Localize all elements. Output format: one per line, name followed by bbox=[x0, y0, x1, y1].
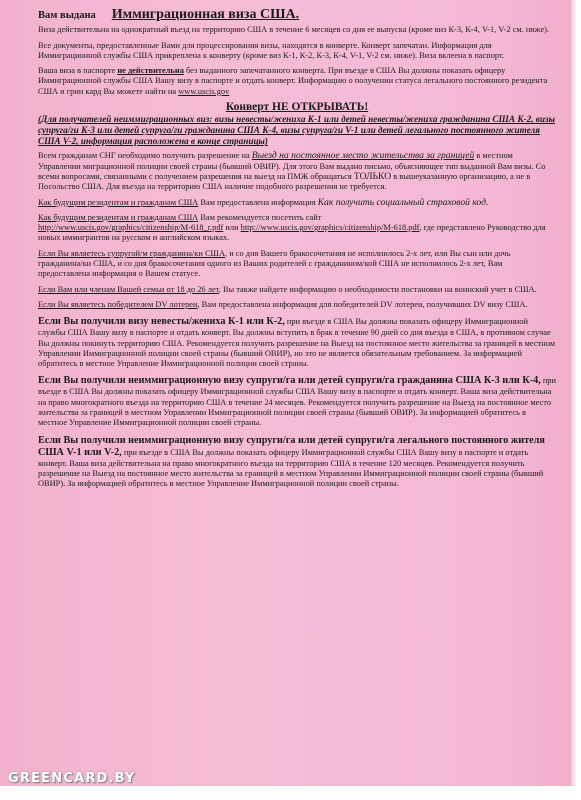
scan-edge-right bbox=[571, 0, 581, 800]
ssn-paragraph bbox=[38, 198, 556, 208]
section-k1-k2 bbox=[38, 316, 556, 369]
section-heading: Если Вы получили визу невесты/жениха К-1 или К-2, bbox=[38, 316, 285, 328]
section-v1-v2 bbox=[38, 435, 556, 490]
text-span: , Вы также найдете информацию о необходимости постановки на воинский учет в США. bbox=[218, 284, 537, 294]
section-text: при въезде в США Вы должны показать офицеру Иммиграционной службы США Вашу визу в паспорте и отдать конверт. Ваша виза действительна на право многократного въезда на территорию США в течение 24 месяцев. Рекомендуется получить разрешение на Выезд на постоянное место жительства за границей в местном Управлении Иммиграционной полиции своей страны (бывший ОВИР). За информацией обратитесь в местное Управление Иммиграционной полиции своей страны. bbox=[38, 376, 556, 428]
document-body bbox=[38, 7, 556, 490]
guide-link-en[interactable]: http://www.uscis.gov/graphics/citizenship/M-618.pdf bbox=[240, 223, 420, 233]
text-span: Как будущим резидентам и гражданам США bbox=[38, 212, 199, 222]
section-heading: Если Вы получили неиммиграционную визу супруги/га или детей супруги/га гражданина США К-3 или К-4, bbox=[38, 375, 541, 387]
section-heading: Если Вы получили неиммиграционную визу супруги/га или детей супруги/га легального постоянного жителя США V-1 или V-2, bbox=[38, 434, 545, 458]
text-span: Если Вы являетесь супругой/м гражданина/ки США bbox=[38, 248, 226, 258]
nonimmigrant-note: (Для получателей неиммиграционных виз: визы невесты/жениха К-1 или детей невесты/жениха гражданина США К-2, визы супруга/ги К-3 или детей супруга/ги гражданина США К-4, визы супруга/ги V-1 или детей легального постоянного жителя США V-2, информация расположена в конце страницы) bbox=[38, 114, 555, 147]
document-title: Иммиграционная виза США. bbox=[111, 7, 300, 22]
text-span: Если Вы являетесь победителем DV лотереи bbox=[38, 299, 198, 309]
site-watermark: GREENCARD.BY bbox=[8, 771, 136, 786]
documents-paragraph: Все документы, предоставленные Вами для процессирования визы, находятся в конверте. Конверт запечатан. Информация для Иммиграционной службы США прикреплена к конверту (кроме виз К-1, К-2, К-3, К-4, V-1, V-2 см. ниже). Виза вклеена в паспорт. bbox=[38, 40, 505, 60]
guide-paragraph bbox=[38, 213, 556, 244]
uscis-link[interactable]: www.uscis.gov bbox=[178, 86, 230, 96]
exit-permit-paragraph bbox=[38, 151, 556, 192]
text-span: , и со дня Вашего бракосочетания не исполнилось 2-х лет, или Вы сын или дочь гражданина/ки США, и со дня бракосочетания одного из Ваших родителей с гражданином/кой США не исполнилось 2-х лет, Вам предоставлена информация о Вашем статусе. bbox=[38, 248, 511, 279]
text-span: в местном Управлении миграционной полиции своей страны (бывший ОВИР). Для этого Вам выдано письмо, объясняющее тип выданной Вам визы. Со всеми вопросами, связанными с получением разрешения на выезд на ПМЖ обращаться bbox=[38, 151, 546, 181]
only-emphasis: ТОЛЬКО bbox=[353, 170, 392, 182]
text-span: без выданного запечатанного конверта. При въезде в США Вы должны показать офицеру Иммиграционной службы США Вашу визу в паспорте и отдать конверт. Информацию о получении статуса легального постоянного резидента США и грин кард Вы можете найти на bbox=[38, 66, 548, 96]
exit-permit-term: Выезд на постоянное место жительства за границей bbox=[251, 150, 475, 162]
text-span: , Вам предоставлена информация для победителей DV лотереи, получивших DV визу США. bbox=[197, 299, 528, 309]
text-span: в вышеуказанную организацию, а не в Посольство США. Для въезда на территорию США наличие подобного разрешения не требуется. bbox=[38, 171, 531, 192]
text-span: Вам предоставлена информация bbox=[198, 197, 318, 207]
text-span: Если Вам или членам Вашей семьи от 18 до 26 лет bbox=[38, 284, 219, 294]
validity-paragraph: Виза действительна на однократный въезд на территорию США в течение 6 месяцев со дня ее выпуска (кроме виз К-3, К-4, V-1, V-2 см. ниже). bbox=[38, 25, 550, 35]
text-span: или bbox=[223, 223, 241, 233]
document-header bbox=[38, 7, 556, 22]
section-k3-k4 bbox=[38, 375, 556, 428]
military-paragraph bbox=[38, 285, 556, 295]
envelope-paragraph bbox=[38, 66, 556, 97]
text-span: Как будущим резидентам и гражданам США bbox=[38, 197, 199, 207]
text-span: Вам рекомендуется посетить сайт bbox=[198, 212, 322, 222]
spouse-paragraph bbox=[38, 249, 556, 280]
dv-paragraph bbox=[38, 300, 556, 310]
not-valid-text: не действительна bbox=[117, 66, 184, 76]
section-text: при въезде в США Вы должны показать офицеру Иммиграционной службы США Вашу визу в паспорте и отдать конверт. Ваша виза действительна на право многократного въезда на территорию США в течение 120 месяцев. Рекомендуется получить разрешение на Выезд на постоянное место жительства за границей в местном Управлении Иммиграционной полиции своей страны (бывший ОВИР). За информацией обратитесь в местное Управление Иммиграционной полиции своей страны. bbox=[38, 447, 544, 489]
text-span: Ваша виза в паспорте bbox=[38, 66, 118, 76]
ssn-title: Как получить социальный страховой код. bbox=[317, 196, 489, 208]
header-lead: Вам выдана bbox=[38, 10, 96, 21]
section-text: при въезде в США Вы должны показать офицеру Иммиграционной службы США Вашу визу в паспорте и отдать конверт. Вы должны вступить в брак в течение 90 дней со дня въезда в США, в противном случае Вы должны покинуть территорию США. Рекомендуется получить разрешение на Выезд на постоянное место жительства за границей в местном Управлении Иммиграционной полиции своей страны (бывший ОВИР), но это не является обязательным требованием. За информацией обратитесь в местное Управление Иммиграционной полиции своей страны. bbox=[38, 317, 556, 369]
scan-edge-bottom bbox=[0, 786, 581, 800]
text-span: Всем гражданам СНГ необходимо получить разрешение на bbox=[38, 151, 252, 161]
guide-link-ru[interactable]: http://www.uscis.gov/graphics/citizenship/M-618_r.pdf bbox=[38, 223, 224, 233]
text-span: , где представлено Руководство для новых иммигрантов на русском и английском языках. bbox=[38, 223, 546, 243]
envelope-warning: Конверт НЕ ОТКРЫВАТЬ! bbox=[225, 101, 369, 114]
